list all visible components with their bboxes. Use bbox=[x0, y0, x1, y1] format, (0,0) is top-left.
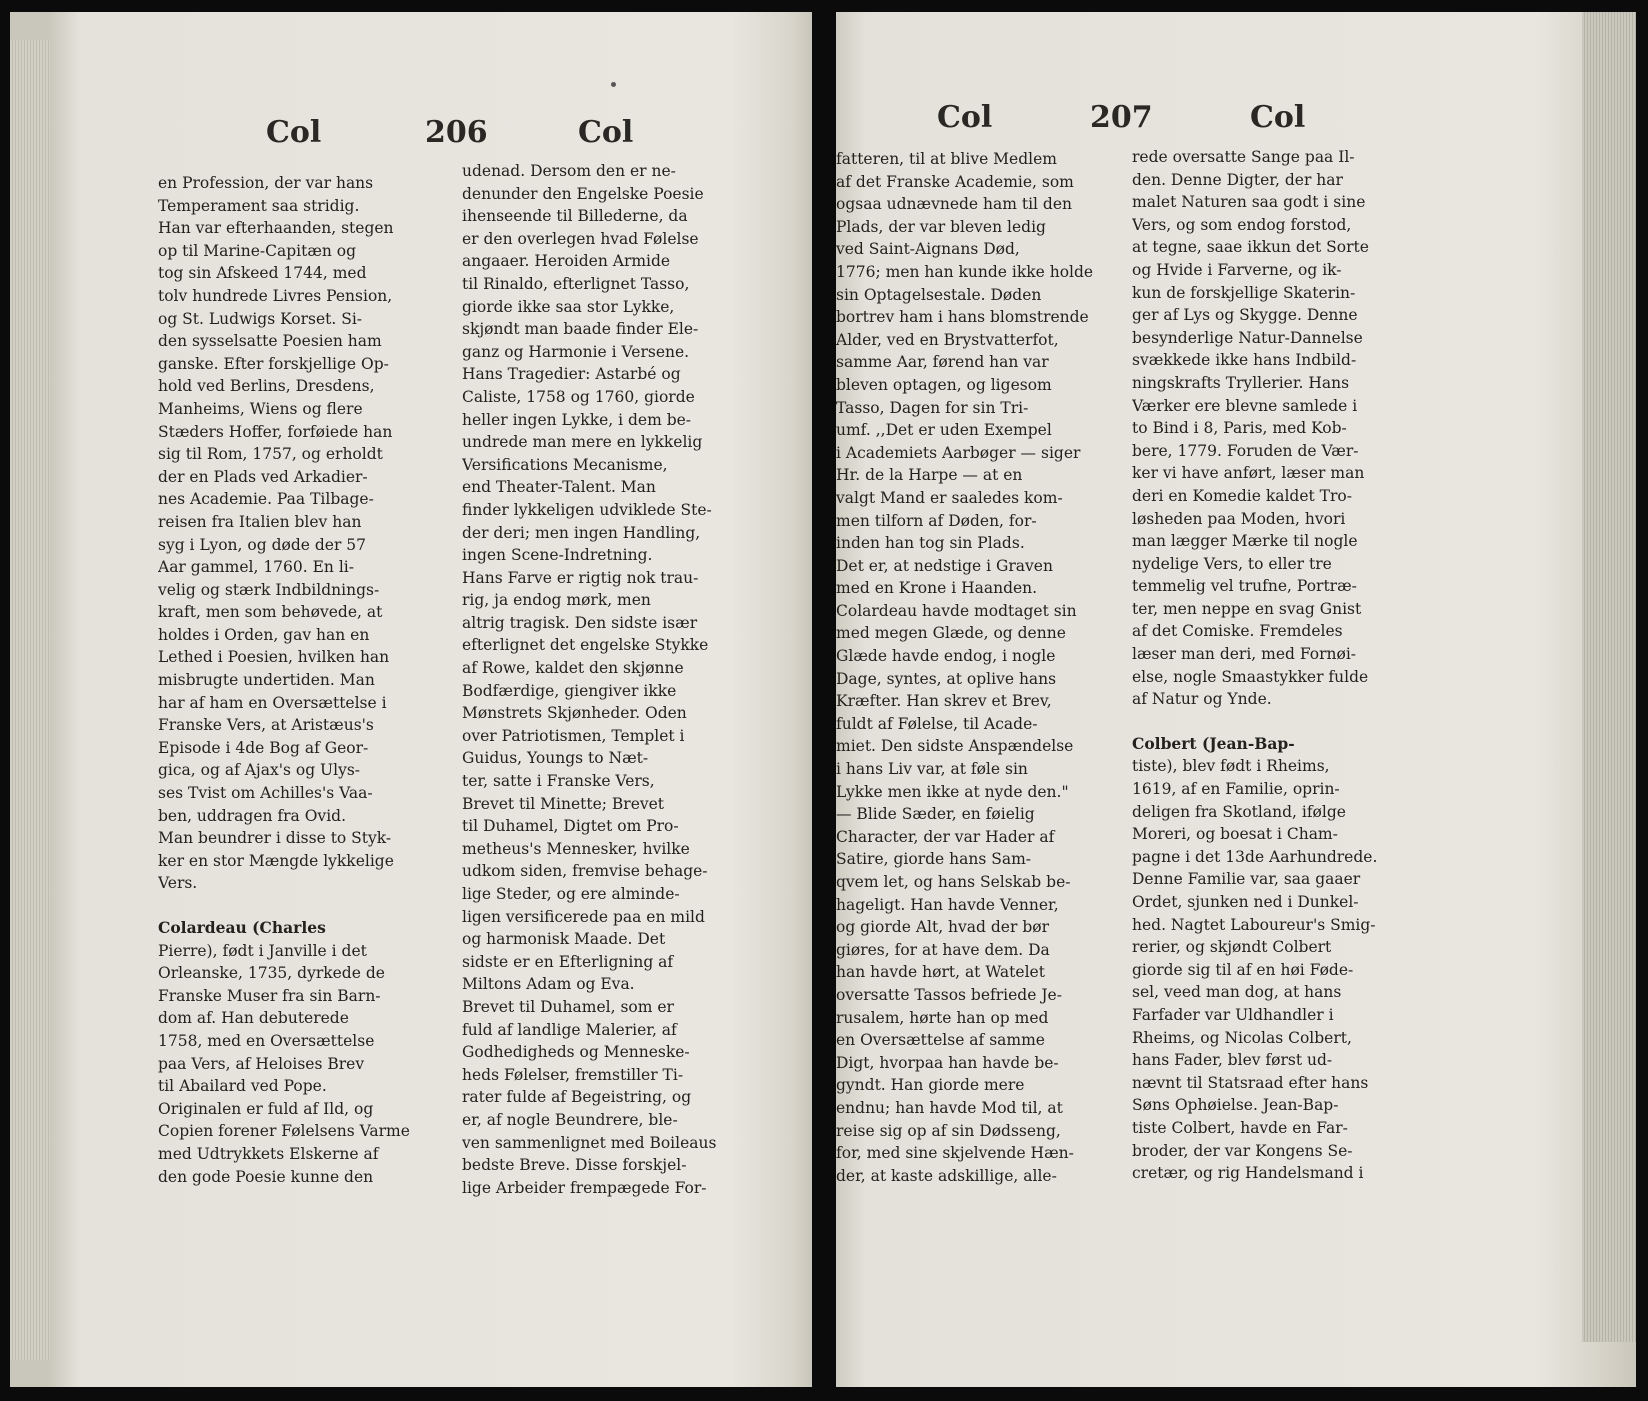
text-line: ganske. Efter forskjellige Op- bbox=[158, 354, 389, 373]
text-line: Glæde havde endog, i nogle bbox=[836, 647, 1056, 666]
text-line: Mønstrets Skjønheder. Oden bbox=[462, 704, 687, 723]
text-line: Temperament saa stridig. bbox=[158, 196, 360, 215]
text-line: Farfader var Uldhandler i bbox=[1132, 1005, 1334, 1024]
text-line: af det Comiske. Fremdeles bbox=[1132, 622, 1343, 641]
left-page-column-1 bbox=[158, 172, 443, 1188]
text-line: og Hvide i Farverne, og ik- bbox=[1132, 260, 1342, 279]
text-line: kraft, men som behøvede, at bbox=[158, 603, 383, 622]
text-line: Digt, hvorpaa han havde be- bbox=[836, 1053, 1059, 1072]
text-line: ben, uddragen fra Ovid. bbox=[158, 806, 346, 825]
text-line: sin Optagelsestale. Døden bbox=[836, 285, 1042, 304]
text-line: Lykke men ikke at nyde den." bbox=[836, 782, 1069, 801]
text-line: Aar gammel, 1760. En li- bbox=[158, 558, 354, 577]
text-line: velig og stærk Indbildnings- bbox=[158, 580, 380, 599]
right-page-column-2 bbox=[1132, 146, 1422, 1185]
text-line: for, med sine skjelvende Hæn- bbox=[836, 1144, 1074, 1163]
text-line: fuld af landlige Malerier, af bbox=[462, 1020, 677, 1039]
text-line: rede oversatte Sange paa Il- bbox=[1132, 148, 1355, 166]
text-line: Originalen er fuld af Ild, og bbox=[158, 1099, 374, 1118]
text-line: han havde hørt, at Watelet bbox=[836, 963, 1045, 982]
text-line: qvem let, og hans Selskab be- bbox=[836, 873, 1071, 891]
text-line: tiste), blev født i Rheims, bbox=[1132, 757, 1330, 776]
right-page-header bbox=[0, 100, 1648, 150]
text-line: reisen fra Italien blev han bbox=[158, 512, 362, 531]
text-line: giøres, for at have dem. Da bbox=[836, 940, 1050, 959]
text-line: rig, ja endog mørk, men bbox=[462, 591, 651, 610]
text-line: udkom siden, fremvise behage- bbox=[462, 862, 708, 881]
left-header-left-word: Col bbox=[266, 115, 322, 150]
text-line: besynderlige Natur-Dannelse bbox=[1132, 328, 1363, 347]
text-line: der en Plads ved Arkadier- bbox=[158, 467, 368, 486]
text-line: Colbert (Jean-Bap- bbox=[1132, 733, 1295, 753]
right-header-right-word: Col bbox=[1250, 100, 1306, 135]
right-page-column-1 bbox=[836, 148, 1126, 1187]
text-line: til Duhamel, Digtet om Pro- bbox=[462, 817, 679, 836]
text-line: Godhedigheds og Menneske- bbox=[462, 1043, 690, 1062]
text-line: hold ved Berlins, Dresdens, bbox=[158, 377, 375, 396]
text-line: op til Marine-Capitæn og bbox=[158, 241, 357, 260]
text-line: har af ham en Oversættelse i bbox=[158, 693, 387, 712]
text-line: ved Saint-Aignans Død, bbox=[836, 240, 1020, 259]
left-header-right-word: Col bbox=[578, 115, 634, 150]
text-line: valgt Mand er saaledes kom- bbox=[836, 488, 1063, 507]
text-line: malet Naturen saa godt i sine bbox=[1132, 193, 1366, 212]
text-line: miet. Den sidste Anspændelse bbox=[836, 737, 1074, 756]
text-line: og harmonisk Maade. Det bbox=[462, 930, 666, 949]
text-line: rater fulde af Begeistring, og bbox=[462, 1088, 692, 1107]
text-line: deri en Komedie kaldet Tro- bbox=[1132, 486, 1352, 505]
text-line: Guidus, Youngs to Næt- bbox=[462, 749, 649, 768]
text-line: Søns Ophøielse. Jean-Bap- bbox=[1132, 1096, 1339, 1115]
text-line: skjøndt man baade finder Ele- bbox=[462, 320, 699, 339]
text-line: else, nogle Smaastykker fulde bbox=[1132, 667, 1369, 686]
text-line: sig til Rom, 1757, og erholdt bbox=[158, 445, 383, 464]
text-line: sidste er en Efterligning af bbox=[462, 952, 674, 971]
text-line: Tasso, Dagen for sin Tri- bbox=[836, 398, 1029, 417]
right-header-left-word: Col bbox=[937, 100, 993, 135]
text-line: Pierre), født i Janville i det bbox=[158, 941, 367, 960]
text-line: tiste Colbert, havde en Far- bbox=[1132, 1118, 1348, 1137]
text-line: denunder den Engelske Poesie bbox=[462, 184, 704, 203]
text-line: den. Denne Digter, der har bbox=[1132, 170, 1343, 189]
text-line: og St. Ludwigs Korset. Si- bbox=[158, 309, 363, 328]
left-page-number: 206 bbox=[425, 115, 488, 150]
text-line: heller ingen Lykke, i dem be- bbox=[462, 410, 692, 429]
text-line: udenad. Dersom den er ne- bbox=[462, 162, 676, 180]
text-line: Colardeau (Charles bbox=[158, 918, 326, 937]
text-line: Franske Vers, at Aristæus's bbox=[158, 716, 374, 735]
text-line: med en Krone i Haanden. bbox=[836, 579, 1038, 598]
text-line: Bodfærdige, giengiver ikke bbox=[462, 681, 677, 700]
paragraph-gap bbox=[1132, 711, 1422, 733]
text-line: der, at kaste adskillige, alle- bbox=[836, 1166, 1057, 1185]
text-line: ingen Scene-Indretning. bbox=[462, 546, 653, 565]
text-line: sel, veed man dog, at hans bbox=[1132, 983, 1342, 1002]
paragraph-gap bbox=[158, 895, 443, 917]
text-line: med Udtrykkets Elskerne af bbox=[158, 1144, 379, 1163]
text-line: holdes i Orden, gav han en bbox=[158, 625, 370, 644]
text-line: gyndt. Han giorde mere bbox=[836, 1076, 1025, 1095]
text-line: Versifications Mecanisme, bbox=[462, 455, 668, 474]
text-line: af Natur og Ynde. bbox=[1132, 690, 1272, 709]
text-line: Caliste, 1758 og 1760, giorde bbox=[462, 387, 695, 406]
text-line: Orleanske, 1735, dyrkede de bbox=[158, 964, 385, 983]
text-line: den sysselsatte Poesien ham bbox=[158, 332, 382, 351]
text-line: to Bind i 8, Paris, med Kob- bbox=[1132, 419, 1347, 438]
text-line: er den overlegen hvad Følelse bbox=[462, 229, 699, 248]
text-line: men tilforn af Døden, for- bbox=[836, 511, 1037, 530]
text-line: lige Steder, og ere alminde- bbox=[462, 885, 680, 903]
text-line: Lethed i Poesien, hvilken han bbox=[158, 648, 390, 667]
text-line: Miltons Adam og Eva. bbox=[462, 975, 635, 994]
text-line: gica, og af Ajax's og Ulys- bbox=[158, 761, 361, 780]
left-page-column-2 bbox=[462, 160, 747, 1199]
text-line: Alder, ved en Brystvatterfot, bbox=[836, 330, 1059, 349]
text-line: cretær, og rig Handelsmand i bbox=[1132, 1164, 1364, 1183]
text-line: af Rowe, kaldet den skjønne bbox=[462, 659, 684, 678]
text-line: Hans Farve er rigtig nok trau- bbox=[462, 568, 699, 587]
text-line: nydelige Vers, to eller tre bbox=[1132, 554, 1332, 573]
text-line: og giorde Alt, hvad der bør bbox=[836, 918, 1049, 937]
text-line: misbrugte undertiden. Man bbox=[158, 671, 375, 690]
text-line: ligen versificerede paa en mild bbox=[462, 907, 705, 926]
text-line: ker vi have anført, læser man bbox=[1132, 464, 1365, 483]
text-line: af det Franske Academie, som bbox=[836, 172, 1074, 191]
text-line: rusalem, hørte han op med bbox=[836, 1008, 1049, 1027]
text-line: ganz og Harmonie i Versene. bbox=[462, 342, 690, 361]
text-line: Brevet til Duhamel, som er bbox=[462, 997, 674, 1016]
text-line: Moreri, og boesat i Cham- bbox=[1132, 825, 1338, 844]
text-line: Manheims, Wiens og flere bbox=[158, 399, 363, 418]
text-line: Franske Muser fra sin Barn- bbox=[158, 986, 381, 1005]
text-line: til Rinaldo, efterlignet Tasso, bbox=[462, 274, 690, 293]
text-line: ses Tvist om Achilles's Vaa- bbox=[158, 784, 373, 803]
text-line: broder, der var Kongens Se- bbox=[1132, 1141, 1353, 1160]
text-line: Denne Familie var, saa gaaer bbox=[1132, 870, 1361, 889]
text-line: 1619, af en Familie, oprin- bbox=[1132, 780, 1340, 799]
text-line: oversatte Tassos befriede Je- bbox=[836, 985, 1062, 1004]
text-line: pagne i det 13de Aarhundrede. bbox=[1132, 847, 1378, 866]
text-line: Værker ere blevne samlede i bbox=[1132, 396, 1358, 415]
text-line: end Theater-Talent. Man bbox=[462, 478, 656, 497]
text-line: en Profession, der var hans bbox=[158, 174, 374, 192]
text-line: Man beundrer i disse to Styk- bbox=[158, 829, 392, 848]
text-line: deligen fra Skotland, ifølge bbox=[1132, 802, 1346, 821]
text-line: bedste Breve. Disse forskjel- bbox=[462, 1156, 687, 1175]
text-line: Det er, at nedstige i Graven bbox=[836, 556, 1053, 575]
text-line: giorde ikke saa stor Lykke, bbox=[462, 297, 675, 316]
text-line: finder lykkeligen udviklede Ste- bbox=[462, 500, 712, 519]
text-line: bleven optagen, og ligesom bbox=[836, 375, 1052, 394]
text-line: i Academiets Aarbøger — siger bbox=[836, 443, 1081, 462]
text-line: Hr. de la Harpe — at en bbox=[836, 466, 1023, 485]
text-line: ter, satte i Franske Vers, bbox=[462, 772, 655, 791]
text-line: undrede man mere en lykkelig bbox=[462, 433, 703, 452]
text-line: nævnt til Statsraad efter hans bbox=[1132, 1073, 1369, 1092]
text-line: rerier, og skjøndt Colbert bbox=[1132, 938, 1332, 957]
text-line: Dage, syntes, at oplive hans bbox=[836, 669, 1057, 688]
text-line: er, af nogle Beundrere, ble- bbox=[462, 1110, 678, 1129]
page-dot-mark bbox=[611, 82, 616, 87]
text-line: en Oversættelse af samme bbox=[836, 1031, 1045, 1050]
text-line: svækkede ikke hans Indbild- bbox=[1132, 351, 1357, 370]
text-line: fuldt af Følelse, til Acade- bbox=[836, 714, 1038, 733]
text-line: lige Arbeider frempægede For- bbox=[462, 1178, 707, 1197]
text-line: løsheden paa Moden, hvori bbox=[1132, 509, 1346, 528]
text-line: tog sin Afskeed 1744, med bbox=[158, 264, 367, 283]
text-line: til Abailard ved Pope. bbox=[158, 1077, 327, 1096]
text-line: giorde sig til af en høi Føde- bbox=[1132, 960, 1354, 979]
left-page-edges bbox=[10, 40, 50, 1360]
text-line: Brevet til Minette; Brevet bbox=[462, 794, 665, 813]
text-line: efterlignet det engelske Stykke bbox=[462, 636, 709, 655]
text-line: temmelig vel trufne, Portræ- bbox=[1132, 577, 1357, 596]
text-line: nes Academie. Paa Tilbage- bbox=[158, 490, 374, 509]
text-line: angaaer. Heroiden Armide bbox=[462, 252, 671, 271]
text-line: hans Fader, blev først ud- bbox=[1132, 1051, 1333, 1070]
text-line: i hans Liv var, at føle sin bbox=[836, 760, 1028, 779]
text-line: Ordet, sjunken ned i Dunkel- bbox=[1132, 893, 1359, 911]
text-line: fatteren, til at blive Medlem bbox=[836, 150, 1057, 168]
text-line: Colardeau havde modtaget sin bbox=[836, 601, 1077, 620]
text-line: metheus's Mennesker, hvilke bbox=[462, 839, 690, 858]
text-line: hed. Nagtet Laboureur's Smig- bbox=[1132, 915, 1376, 934]
text-line: ter, men neppe en svag Gnist bbox=[1132, 599, 1362, 618]
right-page-number: 207 bbox=[1090, 100, 1153, 135]
text-line: Stæders Hoffer, forføiede han bbox=[158, 422, 393, 441]
text-line: Episode i 4de Bog af Geor- bbox=[158, 738, 369, 757]
text-line: endnu; han havde Mod til, at bbox=[836, 1098, 1063, 1117]
text-line: ker en stor Mængde lykkelige bbox=[158, 851, 394, 870]
text-line: bere, 1779. Foruden de Vær- bbox=[1132, 441, 1359, 460]
text-line: Character, der var Hader af bbox=[836, 827, 1055, 846]
text-line: umf. ,,Det er uden Exempel bbox=[836, 421, 1052, 440]
text-line: der deri; men ingen Handling, bbox=[462, 523, 701, 542]
text-line: Vers, og som endog forstod, bbox=[1132, 215, 1352, 234]
text-line: med megen Glæde, og denne bbox=[836, 624, 1066, 643]
text-line: Plads, der var bleven ledig bbox=[836, 217, 1046, 236]
text-line: over Patriotismen, Templet i bbox=[462, 726, 685, 745]
text-line: hageligt. Han havde Venner, bbox=[836, 895, 1059, 914]
text-line: bortrev ham i hans blomstrende bbox=[836, 308, 1089, 327]
text-line: Kræfter. Han skrev et Brev, bbox=[836, 692, 1052, 711]
text-line: ihenseende til Billederne, da bbox=[462, 207, 688, 226]
text-line: ger af Lys og Skygge. Denne bbox=[1132, 306, 1358, 325]
text-line: ningskrafts Tryllerier. Hans bbox=[1132, 373, 1350, 392]
text-line: at tegne, saae ikkun det Sorte bbox=[1132, 238, 1369, 257]
text-line: dom af. Han debuterede bbox=[158, 1009, 349, 1028]
text-line: Satire, giorde hans Sam- bbox=[836, 850, 1032, 869]
text-line: Copien forener Følelsens Varme bbox=[158, 1122, 410, 1141]
text-line: 1758, med en Oversættelse bbox=[158, 1031, 375, 1050]
text-line: samme Aar, førend han var bbox=[836, 353, 1049, 372]
text-line: inden han tog sin Plads. bbox=[836, 534, 1025, 553]
text-line: man lægger Mærke til nogle bbox=[1132, 532, 1358, 551]
right-page-edges bbox=[1582, 12, 1636, 1342]
text-line: ogsaa udnævnede ham til den bbox=[836, 195, 1073, 214]
text-line: læser man deri, med Fornøi- bbox=[1132, 645, 1357, 664]
text-line: Han var efterhaanden, stegen bbox=[158, 219, 394, 238]
text-line: kun de forskjellige Skaterin- bbox=[1132, 283, 1356, 302]
text-line: — Blide Sæder, en føielig bbox=[836, 805, 1035, 824]
text-line: syg i Lyon, og døde der 57 bbox=[158, 535, 367, 554]
text-line: reise sig op af sin Dødsseng, bbox=[836, 1121, 1061, 1140]
text-line: Vers. bbox=[158, 874, 198, 893]
text-line: den gode Poesie kunne den bbox=[158, 1167, 374, 1186]
text-line: heds Følelser, fremstiller Ti- bbox=[462, 1065, 684, 1084]
text-line: Rheims, og Nicolas Colbert, bbox=[1132, 1028, 1352, 1047]
text-line: ven sammenlignet med Boileaus bbox=[462, 1133, 717, 1152]
text-line: 1776; men han kunde ikke holde bbox=[836, 262, 1094, 281]
text-line: Hans Tragedier: Astarbé og bbox=[462, 365, 681, 384]
text-line: tolv hundrede Livres Pension, bbox=[158, 286, 393, 305]
text-line: altrig tragisk. Den sidste især bbox=[462, 613, 698, 632]
text-line: paa Vers, af Heloises Brev bbox=[158, 1054, 365, 1073]
